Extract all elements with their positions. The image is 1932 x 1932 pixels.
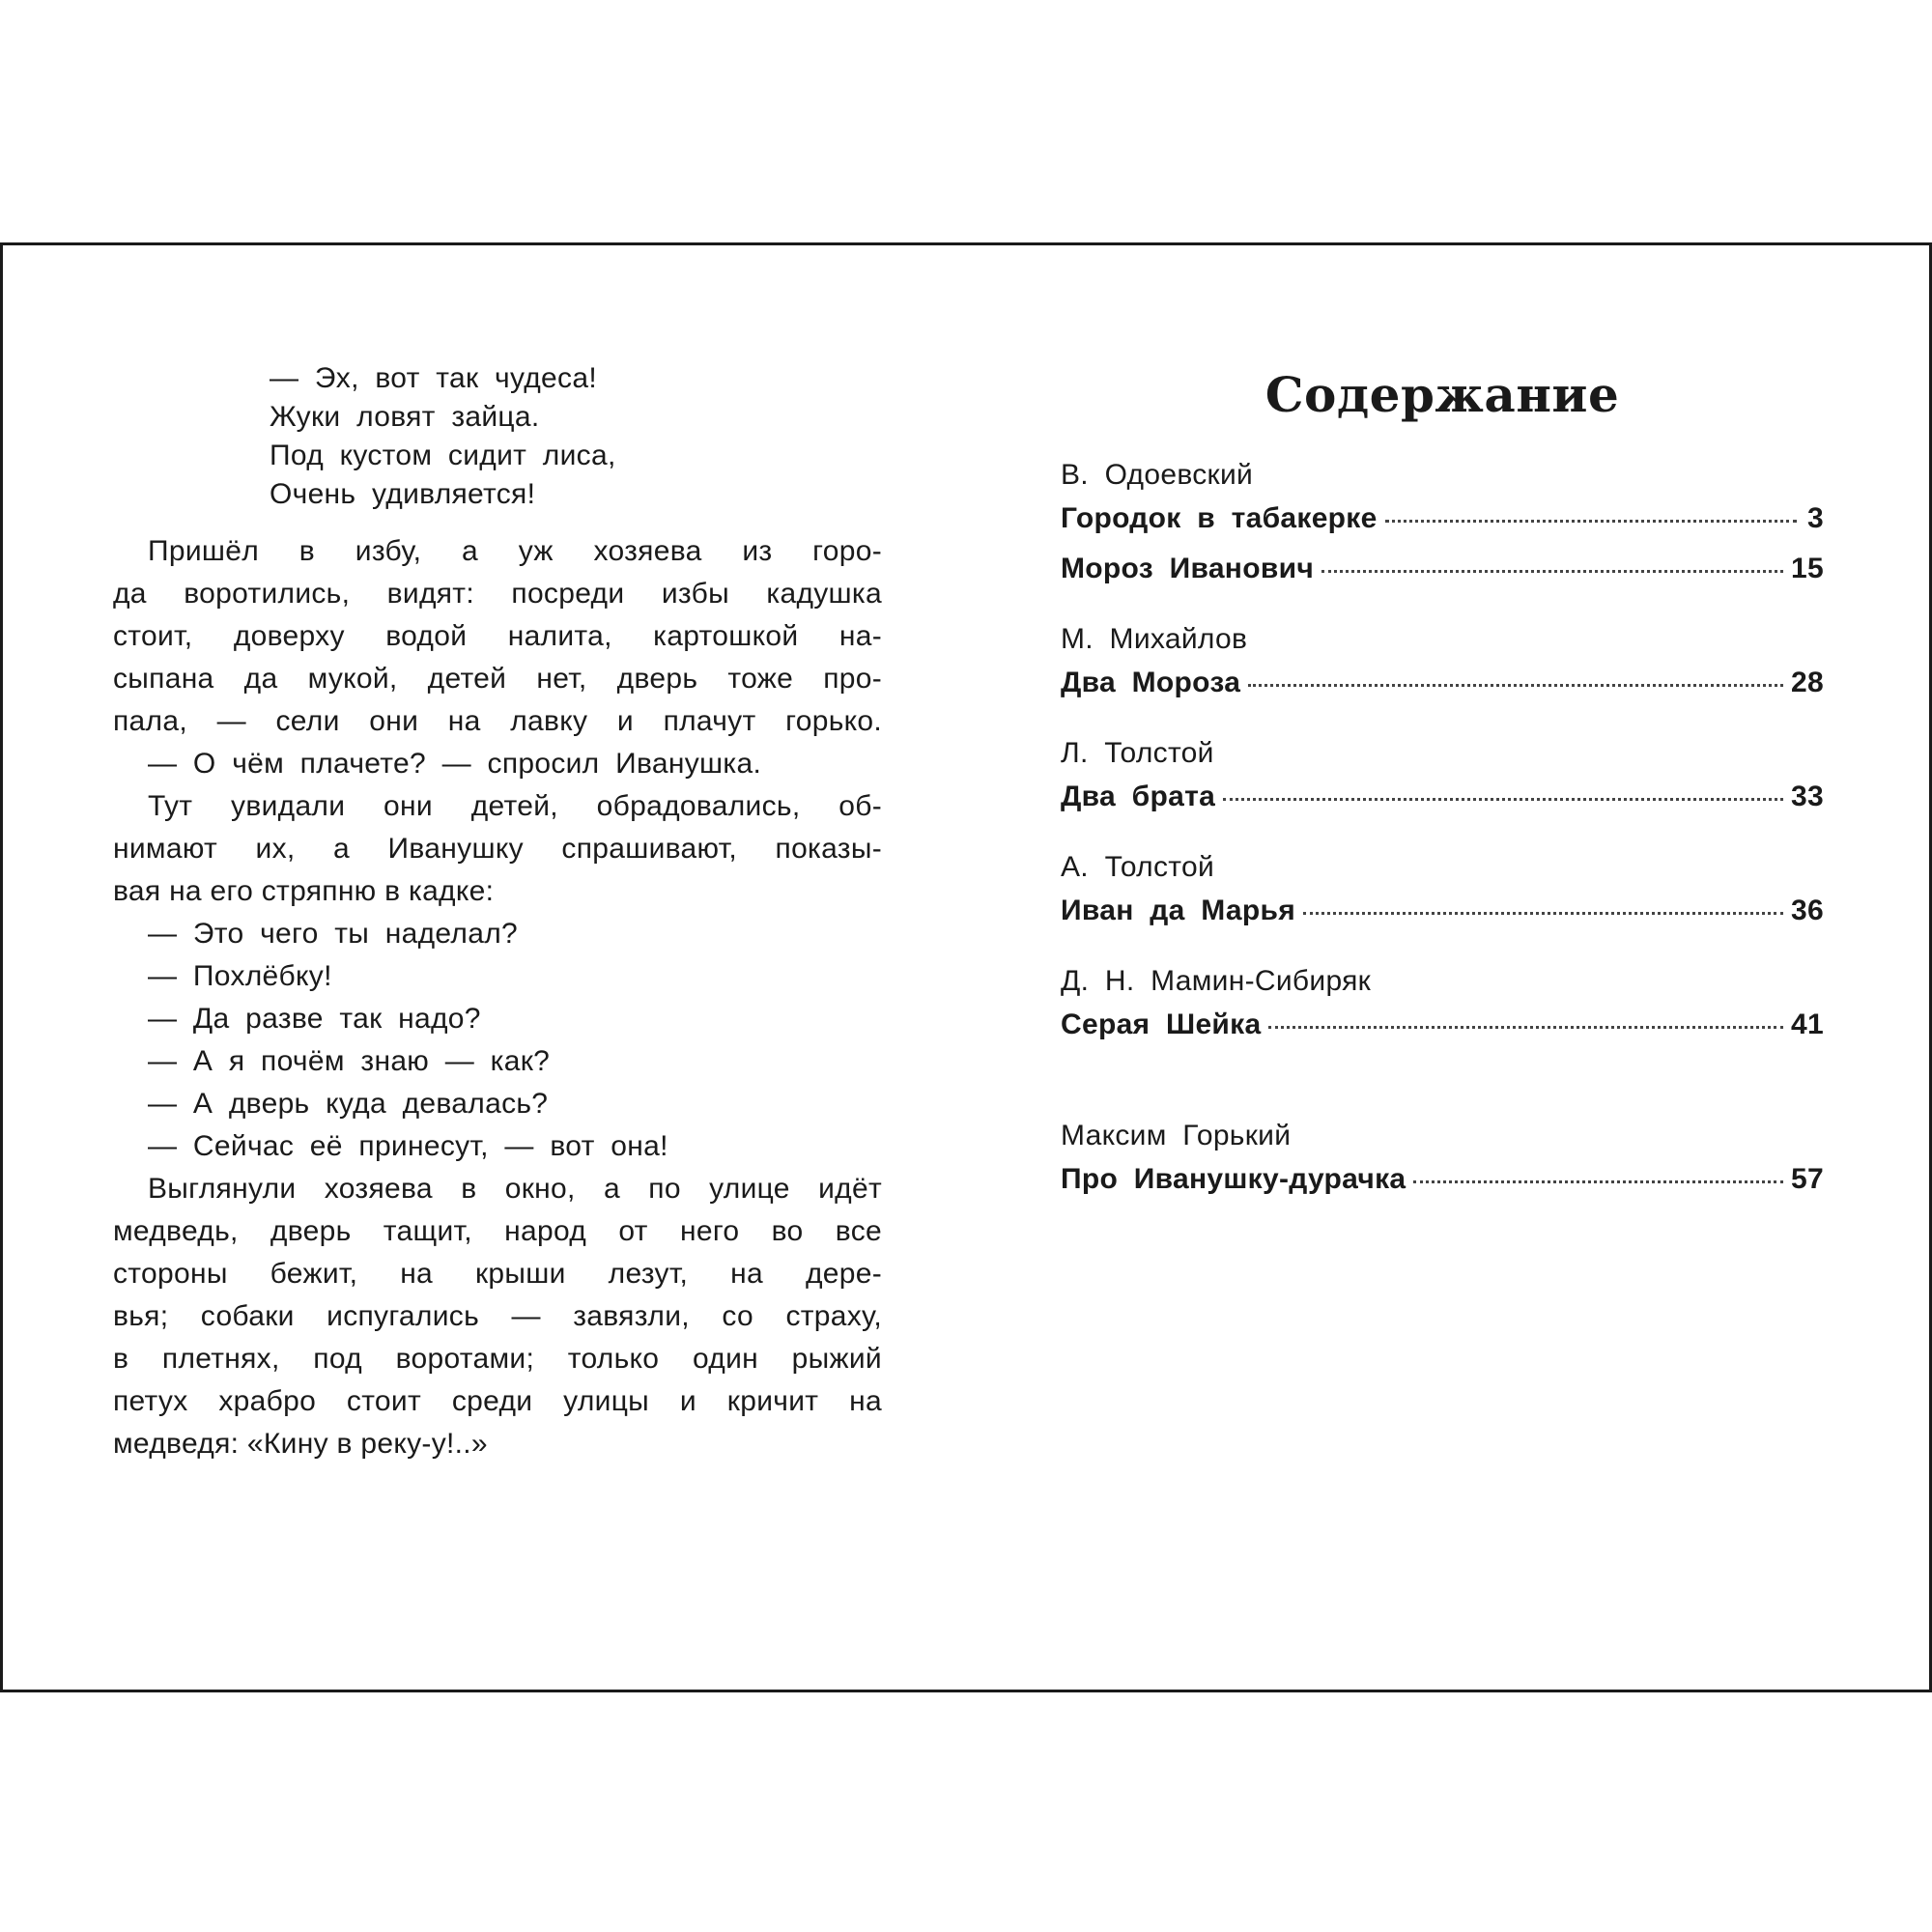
- toc-entry-page: 28: [1791, 667, 1824, 698]
- toc-entry-title: Иван да Марья: [1061, 895, 1296, 926]
- toc-group: [1061, 620, 1824, 709]
- toc-leader-dots: [1321, 570, 1783, 573]
- dialog-line: — Да разве так надо?: [148, 1003, 481, 1035]
- text-line: нимают их, а Иванушку спрашивают, показы-: [113, 833, 882, 865]
- toc-author: Л. Толстой: [1061, 737, 1214, 769]
- table-of-contents: [1061, 359, 1824, 1206]
- toc-leader-dots: [1223, 798, 1783, 801]
- text-line: стоит, доверху водой налита, картошкой на-: [113, 620, 882, 652]
- toc-entry-page: 41: [1791, 1009, 1824, 1040]
- toc-leader-dots: [1268, 1026, 1783, 1029]
- toc-entry[interactable]: [1061, 545, 1824, 595]
- poem-line: — Эх, вот так чудеса!: [270, 362, 597, 394]
- toc-entry[interactable]: [1061, 1001, 1824, 1051]
- poem-line: Очень удивляется!: [270, 478, 536, 510]
- text-line: вья; собаки испугались — завязли, со страху,: [113, 1300, 882, 1332]
- poem-line: Жуки ловят зайца.: [270, 401, 540, 433]
- toc-entry[interactable]: [1061, 887, 1824, 937]
- toc-entry-title: Серая Шейка: [1061, 1009, 1262, 1040]
- toc-entry[interactable]: [1061, 495, 1824, 545]
- toc-entry-page: 36: [1791, 895, 1824, 926]
- text-line: Тут увидали они детей, обрадовались, об-: [148, 790, 882, 822]
- toc-leader-dots: [1303, 912, 1783, 915]
- text-line: вая на его стряпню в кадке:: [113, 875, 495, 907]
- toc-leader-dots: [1413, 1180, 1783, 1183]
- toc-group: [1061, 848, 1824, 937]
- dialog-line: — Сейчас её принесут, — вот она!: [148, 1130, 668, 1162]
- text-line: Выглянули хозяева в окно, а по улице идёт: [148, 1173, 882, 1205]
- toc-entry[interactable]: [1061, 773, 1824, 823]
- toc-entry[interactable]: [1061, 659, 1824, 709]
- text-line: сыпана да мукой, детей нет, дверь тоже про-: [113, 663, 882, 695]
- text-line: стороны бежит, на крыши лезут, на дере-: [113, 1258, 882, 1290]
- toc-leader-dots: [1248, 684, 1783, 687]
- toc-author: В. Одоевский: [1061, 459, 1254, 491]
- toc-leader-dots: [1385, 520, 1797, 523]
- toc-group: [1061, 456, 1824, 595]
- poem: [270, 359, 882, 514]
- toc-entry-page: 3: [1807, 502, 1824, 534]
- dialog-line: — Похлёбку!: [148, 960, 332, 992]
- left-page: [113, 359, 882, 1465]
- toc-entry-title: Два Мороза: [1061, 667, 1241, 698]
- toc-author: А. Толстой: [1061, 851, 1215, 883]
- toc-title: Содержание: [1264, 366, 1620, 423]
- toc-author: Д. Н. Мамин-Сибиряк: [1061, 965, 1372, 997]
- toc-entry[interactable]: [1061, 1155, 1824, 1206]
- toc-author: М. Михайлов: [1061, 623, 1248, 655]
- toc-group: [1061, 962, 1824, 1051]
- toc-entry-title: Мороз Иванович: [1061, 553, 1315, 584]
- text-line: да воротились, видят: посреди избы кадушка: [113, 578, 882, 610]
- prose-text: [113, 530, 882, 1465]
- toc-group: [1061, 734, 1824, 823]
- toc-entry-page: 57: [1791, 1163, 1824, 1195]
- toc-author: Максим Горький: [1061, 1120, 1292, 1151]
- dialog-line: — О чём плачете? — спросил Иванушка.: [148, 748, 762, 780]
- toc-entry-page: 33: [1791, 781, 1824, 812]
- text-line: медведя: «Кину в реку-у!..»: [113, 1428, 488, 1460]
- text-line: петух храбро стоит среди улицы и кричит на: [113, 1385, 882, 1417]
- book-spread: [0, 242, 1932, 1692]
- toc-entry-title: Два брата: [1061, 781, 1216, 812]
- text-line: медведь, дверь тащит, народ от него во все: [113, 1215, 882, 1247]
- dialog-line: — А я почём знаю — как?: [148, 1045, 551, 1077]
- text-line: Пришёл в избу, а уж хозяева из горо-: [148, 535, 882, 567]
- text-line: в плетнях, под воротами; только один рыжий: [113, 1343, 882, 1375]
- toc-group: [1061, 1117, 1824, 1206]
- poem-line: Под кустом сидит лиса,: [270, 440, 616, 471]
- toc-entry-title: Про Иванушку-дурачка: [1061, 1163, 1406, 1195]
- toc-entry-title: Городок в табакерке: [1061, 502, 1378, 534]
- dialog-line: — Это чего ты наделал?: [148, 918, 518, 950]
- toc-entry-page: 15: [1791, 553, 1824, 584]
- dialog-line: — А дверь куда девалась?: [148, 1088, 549, 1120]
- text-line: пала, — сели они на лавку и плачут горько.: [113, 705, 882, 737]
